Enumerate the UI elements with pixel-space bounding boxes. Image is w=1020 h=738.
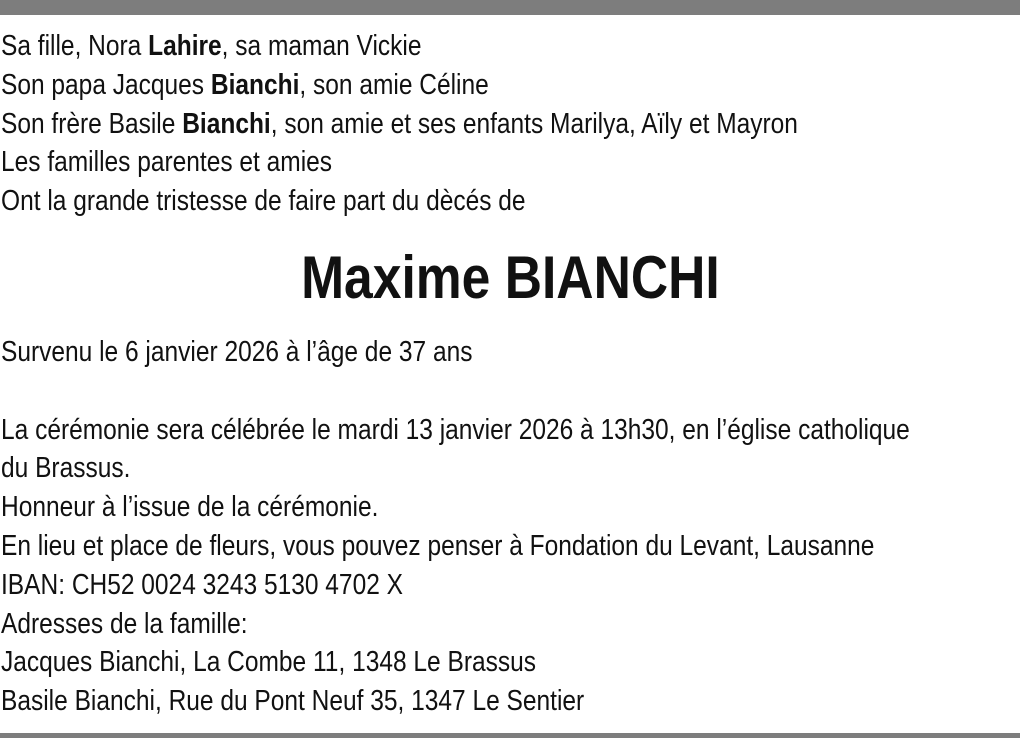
family-line-brother bbox=[1, 105, 1019, 144]
deceased-name bbox=[0, 240, 1020, 316]
family-surname: Lahire bbox=[148, 30, 222, 62]
deceased-name-text: Maxime BIANCHI bbox=[300, 244, 720, 311]
family-line-daughter bbox=[1, 27, 1019, 66]
family-line-text: , sa maman Vickie bbox=[221, 30, 422, 62]
ceremony-line: La cérémonie sera célébrée le mardi 13 janvier 2026 à 13h30, en l’église catholique bbox=[1, 413, 910, 446]
ceremony-honour: Honneur à l’issue de la cérémonie. bbox=[1, 491, 379, 524]
iban: IBAN: CH52 0024 3243 5130 4702 X bbox=[1, 568, 403, 601]
address-jacques: Jacques Bianchi, La Combe 11, 1348 Le Brassus bbox=[1, 646, 537, 679]
family-surname: Bianchi bbox=[210, 68, 300, 101]
family-line-text: Sa fille, Nora bbox=[1, 30, 149, 62]
donation-note: En lieu et place de fleurs, vous pouvez penser à Fondation du Levant, Lausanne bbox=[1, 529, 875, 562]
family-announcement bbox=[1, 27, 877, 221]
ceremony-place: du Brassus. bbox=[1, 452, 131, 485]
family-line-father bbox=[1, 66, 1019, 105]
announcement-intro: Ont la grande tristesse de faire part du dècés de bbox=[1, 185, 526, 218]
family-line-text: Son papa Jacques bbox=[1, 68, 211, 101]
family-surname: Bianchi bbox=[182, 107, 271, 140]
details-section bbox=[1, 333, 910, 721]
spacer bbox=[1, 372, 910, 411]
family-line-text: , son amie Céline bbox=[299, 68, 489, 101]
address-basile: Basile Bianchi, Rue du Pont Neuf 35, 1347 Le Sentier bbox=[1, 685, 585, 718]
addresses-heading: Adresses de la famille: bbox=[1, 607, 248, 640]
family-line-text: , son amie et ses enfants Marilya, Aïly et Mayron bbox=[270, 107, 798, 140]
death-info: Survenu le 6 janvier 2026 à l’âge de 37 ans bbox=[1, 336, 473, 368]
bottom-rule bbox=[0, 733, 1020, 738]
family-line-text: Son frère Basile bbox=[1, 107, 183, 140]
family-line-relatives: Les familles parentes et amies bbox=[1, 146, 333, 179]
top-rule bbox=[0, 0, 1020, 15]
